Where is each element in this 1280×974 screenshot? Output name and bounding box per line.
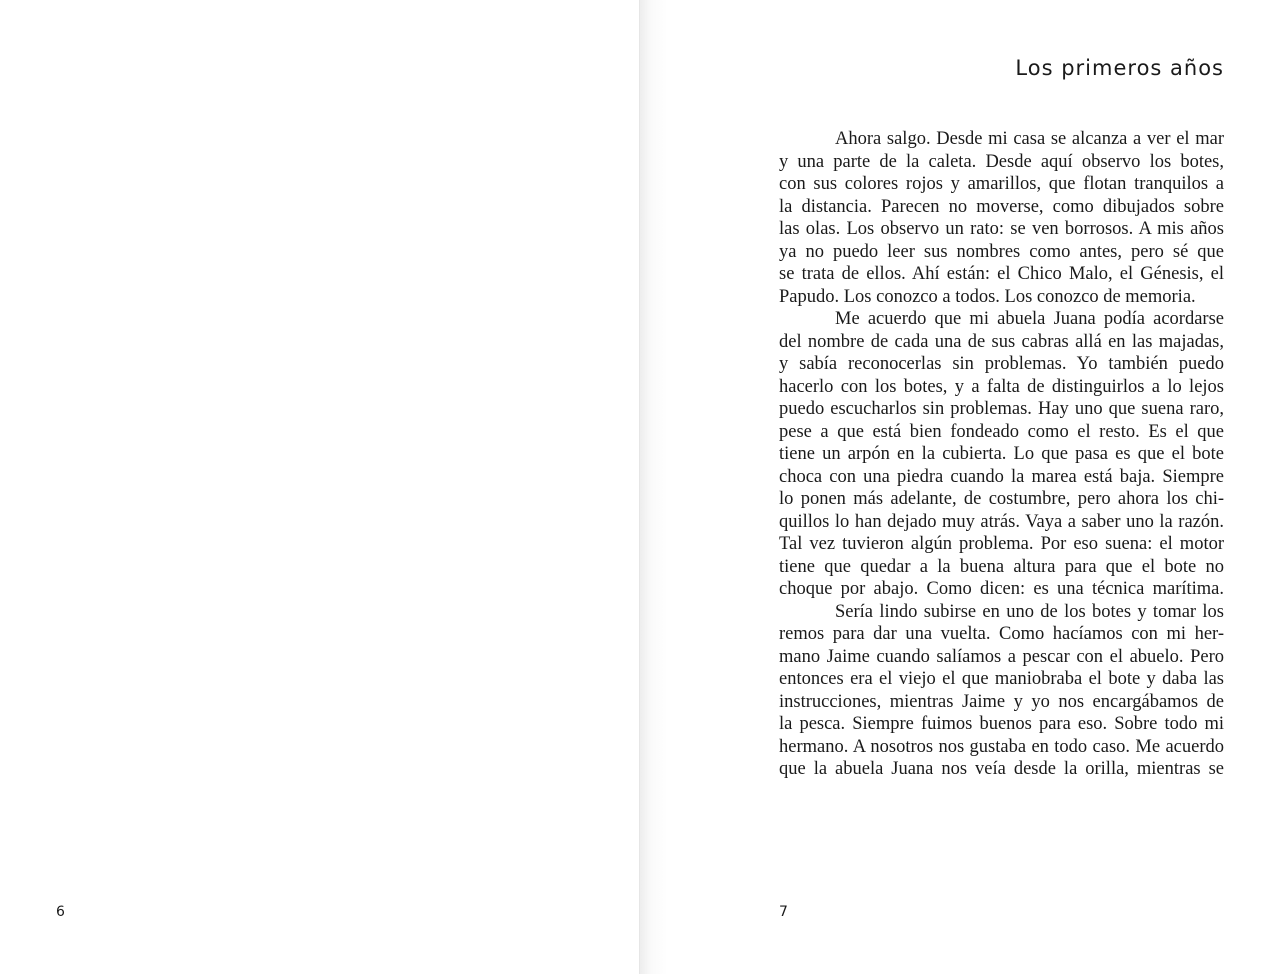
left-page-number: 6 (56, 904, 65, 920)
text-line: la pesca. Siempre fuimos buenos para eso. Sobre todo mi (779, 714, 1224, 734)
text-line: se trata de ellos. Ahí están: el Chico Malo, el Génesis, el (779, 264, 1224, 284)
text-line: choca con una piedra cuando la marea está baja. Siempre (779, 466, 1224, 487)
text-line: puedo escucharlos sin problemas. Hay uno que suena raro, (779, 399, 1224, 419)
text-line: Me acuerdo que mi abuela Juana podía acordarse (835, 309, 1224, 329)
text-line: entonces era el viejo el que maniobraba el bote y daba las (779, 669, 1224, 689)
gutter-shadow (640, 0, 668, 974)
text-line: tiene que quedar a la buena altura para que el bote no (779, 556, 1224, 577)
text-line: lo ponen más adelante, de costumbre, pero ahora los chi- (779, 489, 1224, 509)
text-line: Ahora salgo. Desde mi casa se alcanza a ver el mar (835, 129, 1224, 149)
text-line: tiene un arpón en la cubierta. Lo que pasa es que el bote (779, 444, 1224, 464)
text-line: Papudo. Los conozco a todos. Los conozco de memoria. (779, 286, 1196, 307)
text-line: la distancia. Parecen no moverse, como dibujados sobre (779, 196, 1224, 217)
right-page (640, 0, 1280, 974)
text-line: las olas. Los observo un rato: se ven borrosos. A mis años (779, 219, 1224, 239)
text-line: con sus colores rojos y amarillos, que flotan tranquilos a (779, 174, 1224, 194)
text-line: ya no puedo leer sus nombres como antes, pero sé que (779, 241, 1224, 262)
text-line: choque por abajo. Como dicen: es una técnica marítima. (779, 579, 1224, 599)
text-line: hermano. A nosotros nos gustaba en todo caso. Me acuerdo (779, 736, 1224, 757)
text-line: remos para dar una vuelta. Como hacíamos con mi her- (779, 624, 1224, 644)
text-line: Sería lindo subirse en uno de los botes y tomar los (835, 601, 1224, 622)
text-line: y una parte de la caleta. Desde aquí observo los botes, (779, 151, 1224, 172)
right-page-number: 7 (779, 904, 788, 920)
text-line: y sabía reconocerlas sin problemas. Yo también puedo (779, 354, 1224, 374)
text-line: Tal vez tuvieron algún problema. Por eso suena: el motor (779, 534, 1224, 554)
text-line: hacerlo con los botes, y a falta de distinguirlos a lo lejos (779, 376, 1224, 397)
text-line: del nombre de cada una de sus cabras allá en las majadas, (779, 331, 1224, 352)
text-line: quillos lo han dejado muy atrás. Vaya a saber uno la razón. (779, 511, 1224, 532)
chapter-title: Los primeros años (1015, 56, 1224, 80)
text-line: mano Jaime cuando salíamos a pescar con el abuelo. Pero (779, 646, 1224, 667)
text-line: instrucciones, mientras Jaime y yo nos encargábamos de (779, 691, 1224, 712)
text-line: pese a que está bien fondeado como el resto. Es el que (779, 421, 1224, 442)
body-text (779, 128, 1224, 781)
text-line: que la abuela Juana nos veía desde la orilla, mientras se (779, 759, 1224, 779)
